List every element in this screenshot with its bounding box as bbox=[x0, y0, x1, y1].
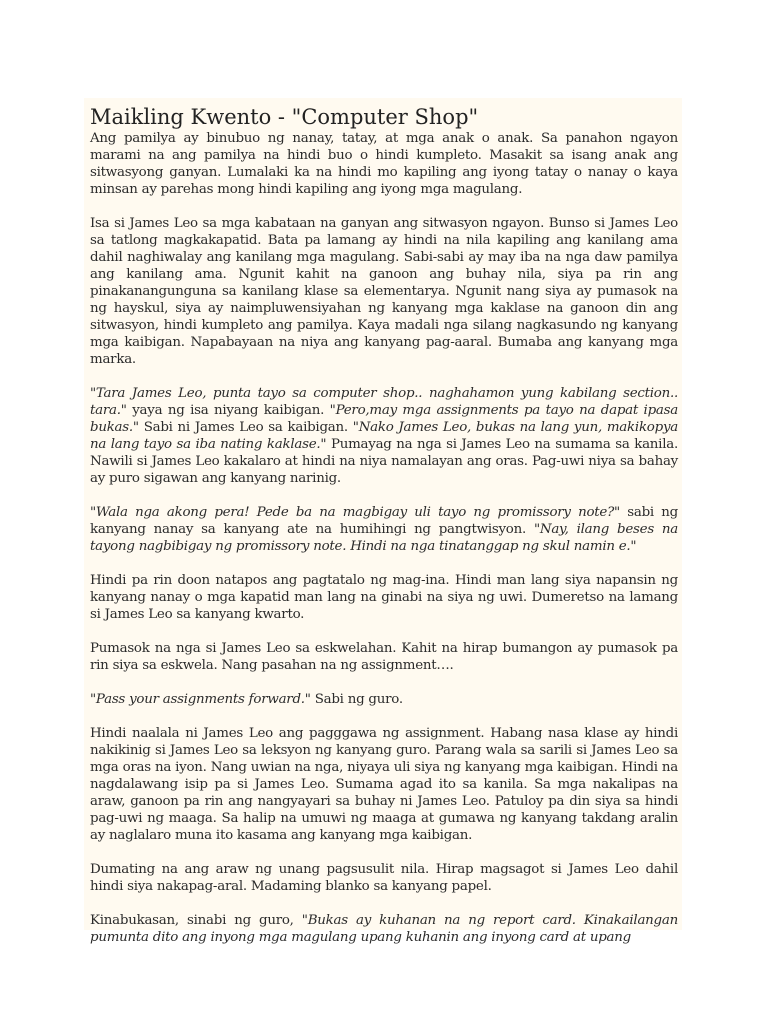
narration-text: " yaya ng isa niyang kaibigan. " bbox=[120, 403, 336, 418]
story-paragraph bbox=[90, 215, 678, 368]
story-paragraph bbox=[90, 640, 678, 674]
story-paragraph bbox=[90, 691, 678, 708]
document-content bbox=[84, 98, 682, 946]
dialogue-text: Pass your assignments forward. bbox=[95, 692, 305, 707]
story-paragraph bbox=[90, 861, 678, 895]
narration-text: Dumating na ang araw ng unang pagsusulit nila. Hirap magsagot si James Leo dahil hindi siya nakapag-aral. Madaming blanko sa kanyang papel. bbox=[90, 862, 678, 894]
dialogue-text: Pero,may mga assignments pa tayo na dapat ipasa bukas. bbox=[90, 403, 678, 435]
narration-text: Pumasok na nga si James Leo sa eskwelahan. Kahit na hirap bumangon ay pumasok pa rin siya sa eskwela. Nang pasahan na ng assignment…. bbox=[90, 641, 678, 673]
document-title: Maikling Kwento - "Computer Shop" bbox=[90, 105, 479, 129]
story-paragraph bbox=[90, 572, 678, 623]
narration-text: " sabi ng kanyang nanay sa kanyang ate na humihingi ng pangtwisyon. " bbox=[90, 505, 679, 537]
narration-text: " bbox=[630, 539, 637, 554]
narration-text: Ang pamilya ay binubuo ng nanay, tatay, at mga anak o anak. Sa panahon ngayon marami na ang pamilya na hindi buo o hindi kumpleto. Masakit sa isang anak ang sitwasyong ganyan. Lumalaki ka na hindi mo kapiling ang iyong tatay o nanay o kaya minsan ay parehas mong hindi kapiling ang iyong mga magulang. bbox=[90, 131, 678, 197]
dialogue-text: "Tara James Leo, punta tayo sa computer shop.. naghahamon yung kabilang section.. tara. bbox=[90, 386, 678, 418]
document-page bbox=[84, 98, 682, 945]
story-body bbox=[90, 130, 678, 946]
narration-text: Hindi naalala ni James Leo ang pagggawa ng assignment. Habang nasa klase ay hindi nakikinig si James Leo sa leksyon ng kanyang guro. Parang wala sa sarili si James Leo sa mga oras na iyon. Nang uwian na nga, niyaya uli siya ng kanyang mga kaibigan. Hindi na nagdalawang isip pa si James Leo. Sumama agad ito sa kanila. Sa mga nakalipas na araw, ganoon pa rin ang nangyayari sa buhay ni James Leo. Patuloy pa din siya sa hindi pag-uwi ng maaga. Sa halip na umuwi ng maaga at gumawa ng kanyang takdang aralin ay naglalaro muna ito kasama ang kanyang mga kaibigan. bbox=[90, 726, 678, 843]
narration-text: " Pumayag na nga si James Leo na sumama sa kanila. Nawili si James Leo kakalaro at hindi na niya namalayan ang oras. Pag-uwi niya sa bahay ay puro sigawan ang kanyang narinig. bbox=[90, 437, 678, 486]
dialogue-text: "Wala nga akong pera! Pede ba na magbigay uli tayo ng promissory note? bbox=[90, 505, 614, 520]
dialogue-text: Bukas ay kuhanan na ng report card. Kinakailangan pumunta dito ang inyong mga magulang upang kuhanin ang inyong card at upang bbox=[90, 913, 678, 945]
narration-text: Kinabukasan, sinabi ng guro, " bbox=[90, 913, 308, 928]
narration-text: " bbox=[90, 692, 96, 707]
narration-text: Isa si James Leo sa mga kabataan na ganyan ang sitwasyon ngayon. Bunso si James Leo sa tatlong magkakapatid. Bata pa lamang ay hindi na nila kapiling ang kanilang ama dahil naghiwalay ang kanilang mga magulang. Sabi-sabi ay may iba na nga daw pamilya ang kanilang ama. Ngunit kahit na ganoon ang buhay nila, siya pa rin ang pinakanangunguna sa kanilang klase sa elementarya. Ngunit nang siya ay pumasok na ng hayskul, siya ay naimpluwensiyahan ng kanyang mga kaklase na ganoon din ang sitwasyon, hindi kumpleto ang pamilya. Kaya madali nga silang nagkasundo ng kanyang mga kaibigan. Napabayaan na niya ang kanyang pag-aaral. Bumaba ang kanyang mga marka. bbox=[90, 216, 678, 367]
story-paragraph bbox=[90, 725, 678, 844]
narration-text: " Sabi ng guro. bbox=[304, 692, 403, 707]
story-paragraph bbox=[90, 504, 678, 555]
story-paragraph bbox=[90, 385, 678, 487]
narration-text: " Sabi ni James Leo sa kaibigan. " bbox=[132, 420, 359, 435]
dialogue-text: Nay, ilang beses na tayong nagbibigay ng promissory note. Hindi na nga tinatanggap ng skul namin e. bbox=[90, 522, 679, 554]
dialogue-text: Nako James Leo, bukas na lang yun, makikopya na lang tayo sa iba nating kaklase. bbox=[90, 420, 678, 452]
story-paragraph bbox=[90, 130, 678, 198]
narration-text: Hindi pa rin doon natapos ang pagtatalo ng mag-ina. Hindi man lang siya napansin ng kanyang nanay o mga kapatid man lang na ginabi na siya ng uwi. Dumeretso na lamang si James Leo sa kanyang kwarto. bbox=[90, 573, 678, 622]
story-paragraph bbox=[90, 912, 678, 946]
